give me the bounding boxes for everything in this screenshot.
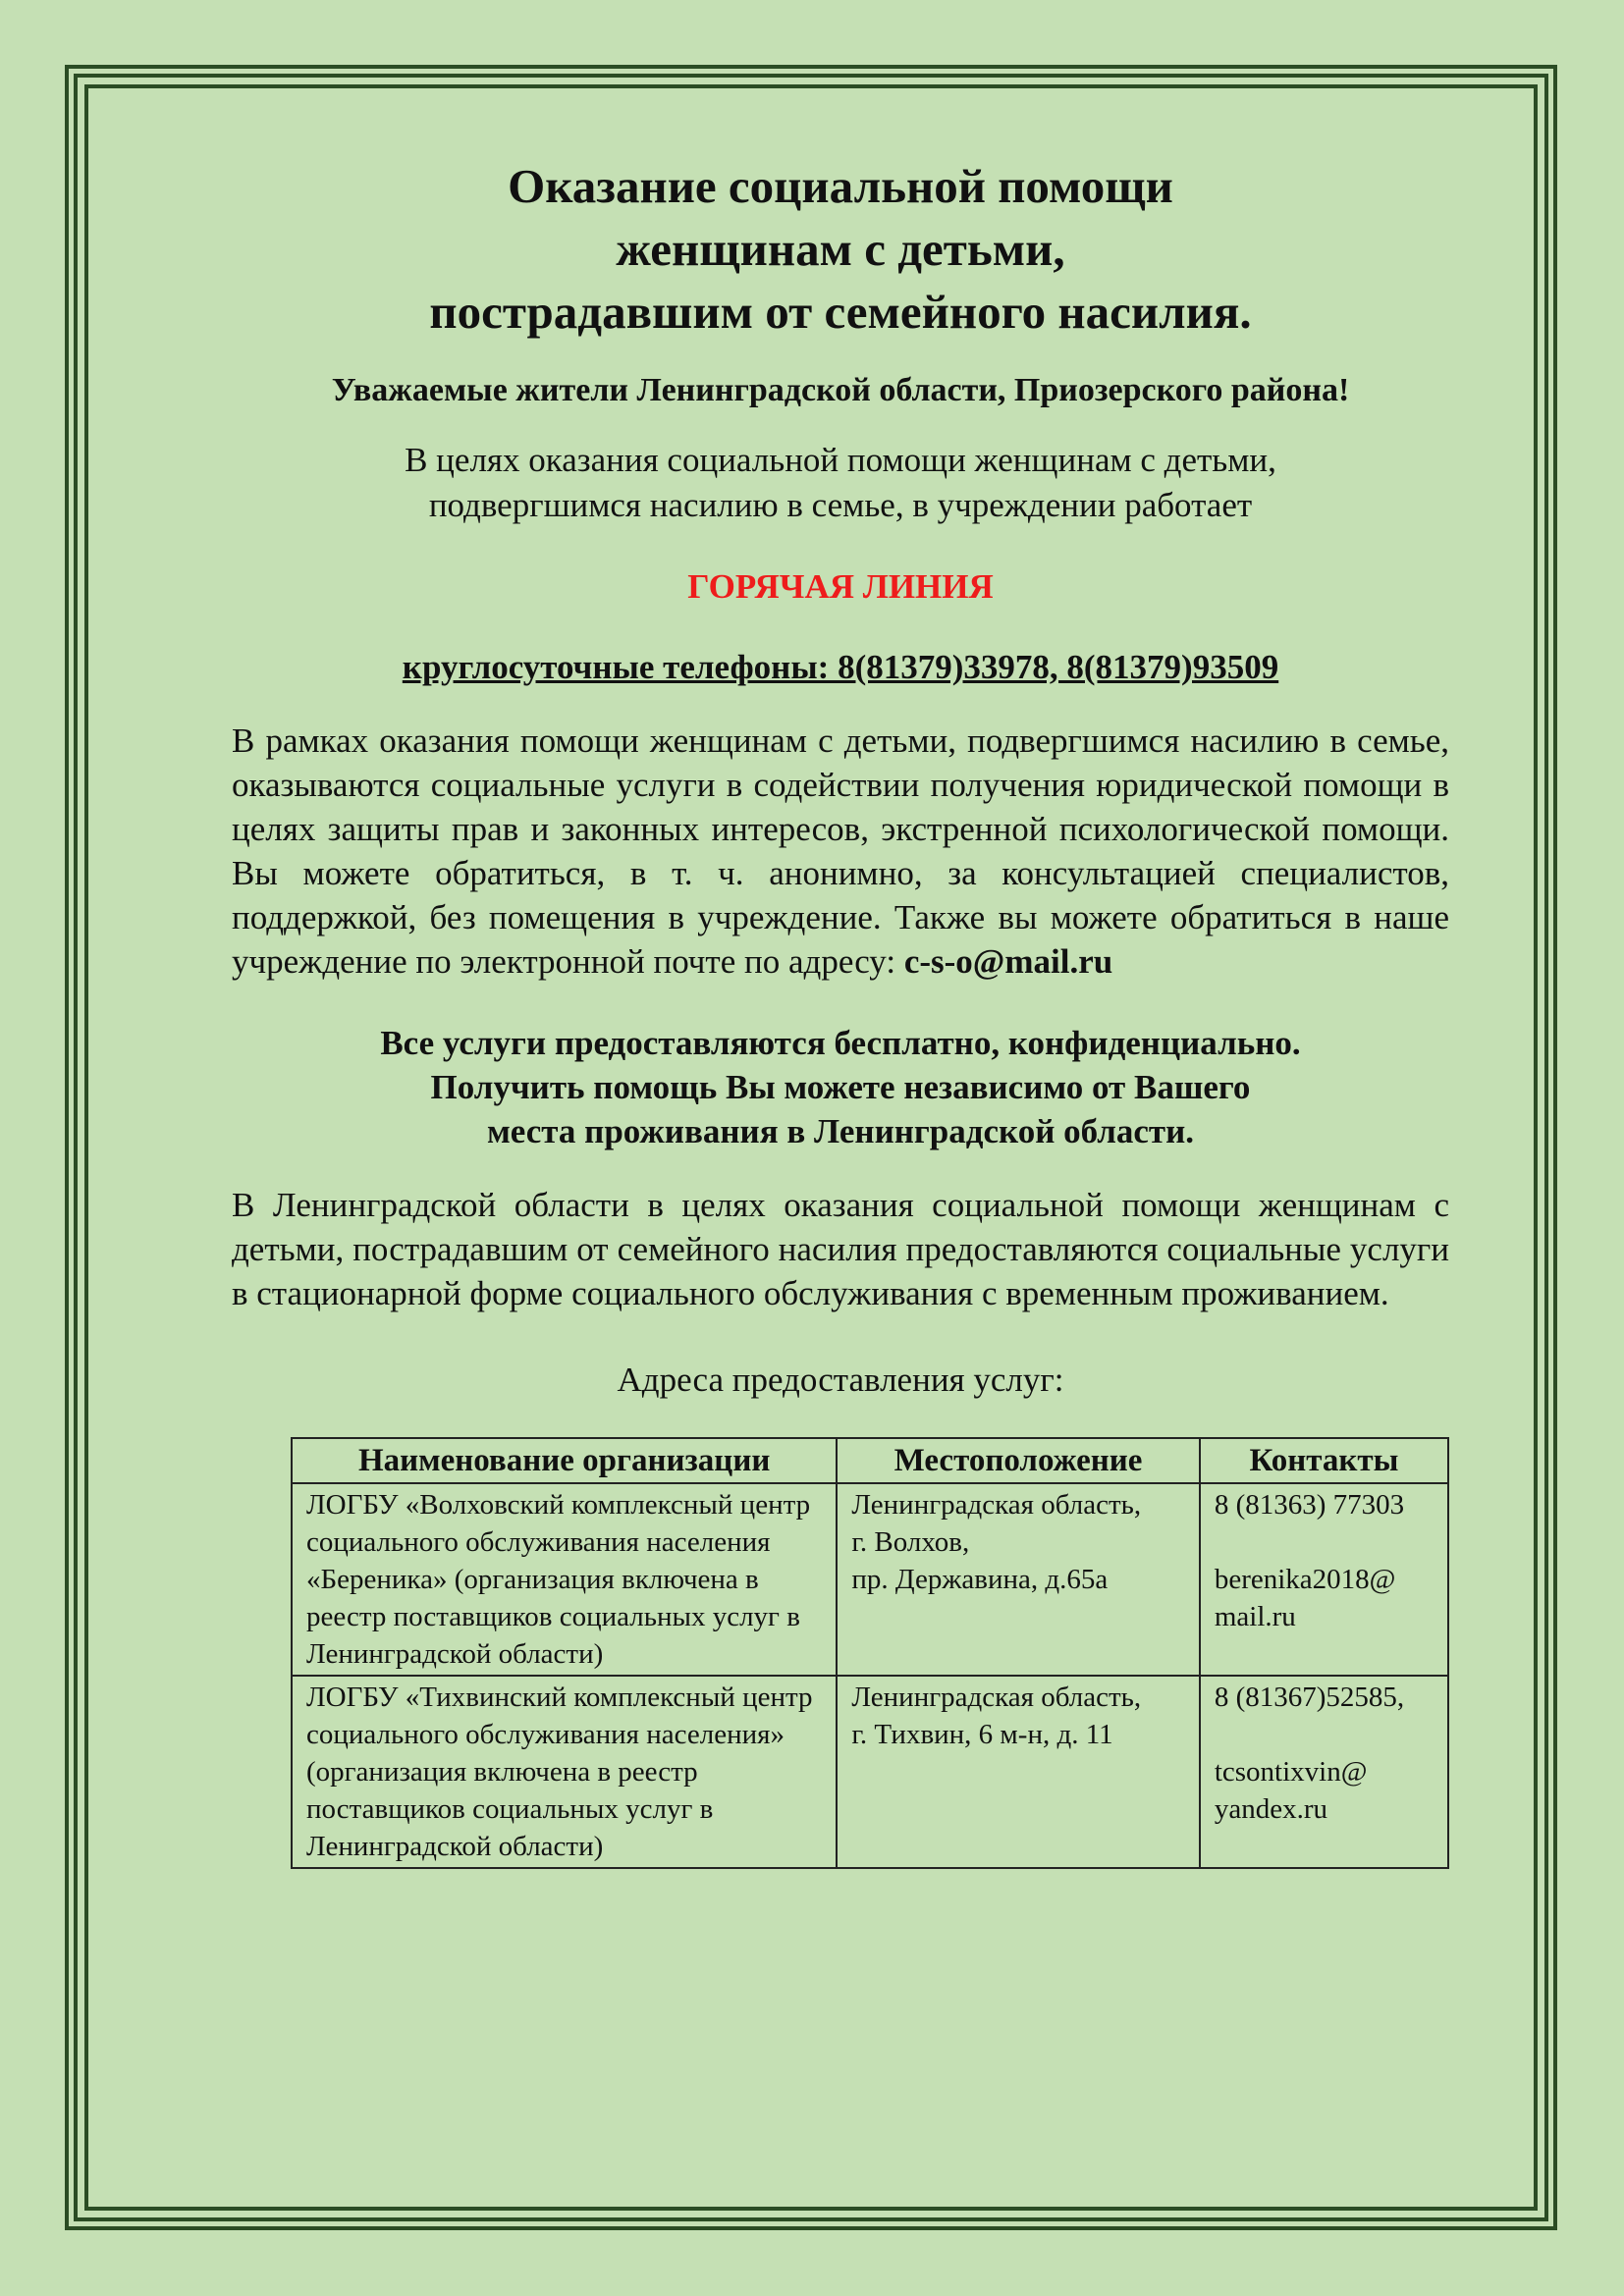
spacer <box>1215 1716 1435 1753</box>
free-services-note <box>232 1021 1449 1153</box>
location-line: пр. Державина, д.65а <box>851 1564 1109 1595</box>
location-line: г. Тихвин, 6 м-н, д. 11 <box>851 1719 1113 1750</box>
title-line: женщинам с детьми, <box>616 222 1065 276</box>
title-line: пострадавшим от семейного насилия. <box>429 285 1252 339</box>
poster-content <box>232 155 1449 1869</box>
table-row <box>292 1676 1448 1868</box>
hotline-phones <box>232 646 1449 689</box>
org-email-line[interactable]: tcsontixvin@ <box>1214 1756 1368 1788</box>
org-phone: 8 (81367)52585, <box>1214 1682 1405 1713</box>
intro-line: подвергшимся насилию в семье, в учреждении работает <box>428 486 1253 524</box>
services-paragraph <box>232 719 1449 984</box>
header-location: Местоположение <box>837 1438 1200 1483</box>
free-line: Получить помощь Вы можете независимо от Вашего <box>430 1068 1251 1106</box>
org-contacts-cell <box>1200 1483 1448 1676</box>
org-email-line[interactable]: berenika2018@ <box>1214 1564 1396 1595</box>
org-contacts-cell <box>1200 1676 1448 1868</box>
org-email-line[interactable]: yandex.ru <box>1214 1793 1327 1825</box>
free-line: места проживания в Ленинградской области. <box>486 1112 1195 1150</box>
intro-line: В целях оказания социальной помощи женщинам с детьми, <box>405 441 1276 479</box>
region-paragraph: В Ленинградской области в целях оказания социальной помощи женщинам с детьми, пострадавшим от семейного насилия предоставляются социальные услуги в стационарной форме социального обслуживания с временным проживанием. <box>232 1186 1449 1312</box>
header-organization: Наименование организации <box>292 1438 837 1483</box>
hotline-heading: ГОРЯЧАЯ ЛИНИЯ <box>687 567 994 606</box>
org-name-cell: ЛОГБУ «Тихвинский комплексный центр социального обслуживания населения» (организация включена в реестр поставщиков социальных услуг в Ленинградской области) <box>292 1676 837 1868</box>
free-line: Все услуги предоставляются бесплатно, конфиденциально. <box>380 1024 1301 1062</box>
title-line: Оказание социальной помощи <box>508 159 1173 213</box>
poster-title <box>232 155 1449 344</box>
spacer <box>1215 1523 1435 1561</box>
location-line: Ленинградская область, <box>851 1682 1142 1713</box>
org-location-cell <box>837 1483 1200 1676</box>
org-name-cell: ЛОГБУ «Волховский комплексный центр социального обслуживания населения «Береника» (организация включена в реестр поставщиков социальных услуг в Ленинградской области) <box>292 1483 837 1676</box>
org-email-line[interactable]: mail.ru <box>1214 1601 1296 1632</box>
phones-text: круглосуточные телефоны: 8(81379)33978, 8(81379)93509 <box>402 648 1279 686</box>
contact-email[interactable]: c-s-o@mail.ru <box>903 942 1113 981</box>
org-phone: 8 (81363) 77303 <box>1214 1489 1405 1521</box>
location-line: г. Волхов, <box>851 1526 970 1558</box>
org-location-cell <box>837 1676 1200 1868</box>
addresses-title: Адреса предоставления услуг: <box>617 1361 1064 1399</box>
header-contacts: Контакты <box>1200 1438 1448 1483</box>
table-row <box>292 1483 1448 1676</box>
greeting: Уважаемые жители Ленинградской области, Приозерского района! <box>331 372 1350 408</box>
organizations-table <box>291 1437 1449 1869</box>
location-line: Ленинградская область, <box>851 1489 1142 1521</box>
intro-text <box>232 438 1449 528</box>
table-header-row <box>292 1438 1448 1483</box>
services-text: В рамках оказания помощи женщинам с детьми, подвергшимся насилию в семье, оказываются социальные услуги в содействии получения юридической помощи в целях защиты прав и законных интересов, экстренной психологической помощи. Вы можете обратиться, в т. ч. анонимно, за консультацией специалистов, поддержкой, без помещения в учреждение. Также вы можете обратиться в наше учреждение по электронной почте по адресу: <box>232 721 1449 981</box>
